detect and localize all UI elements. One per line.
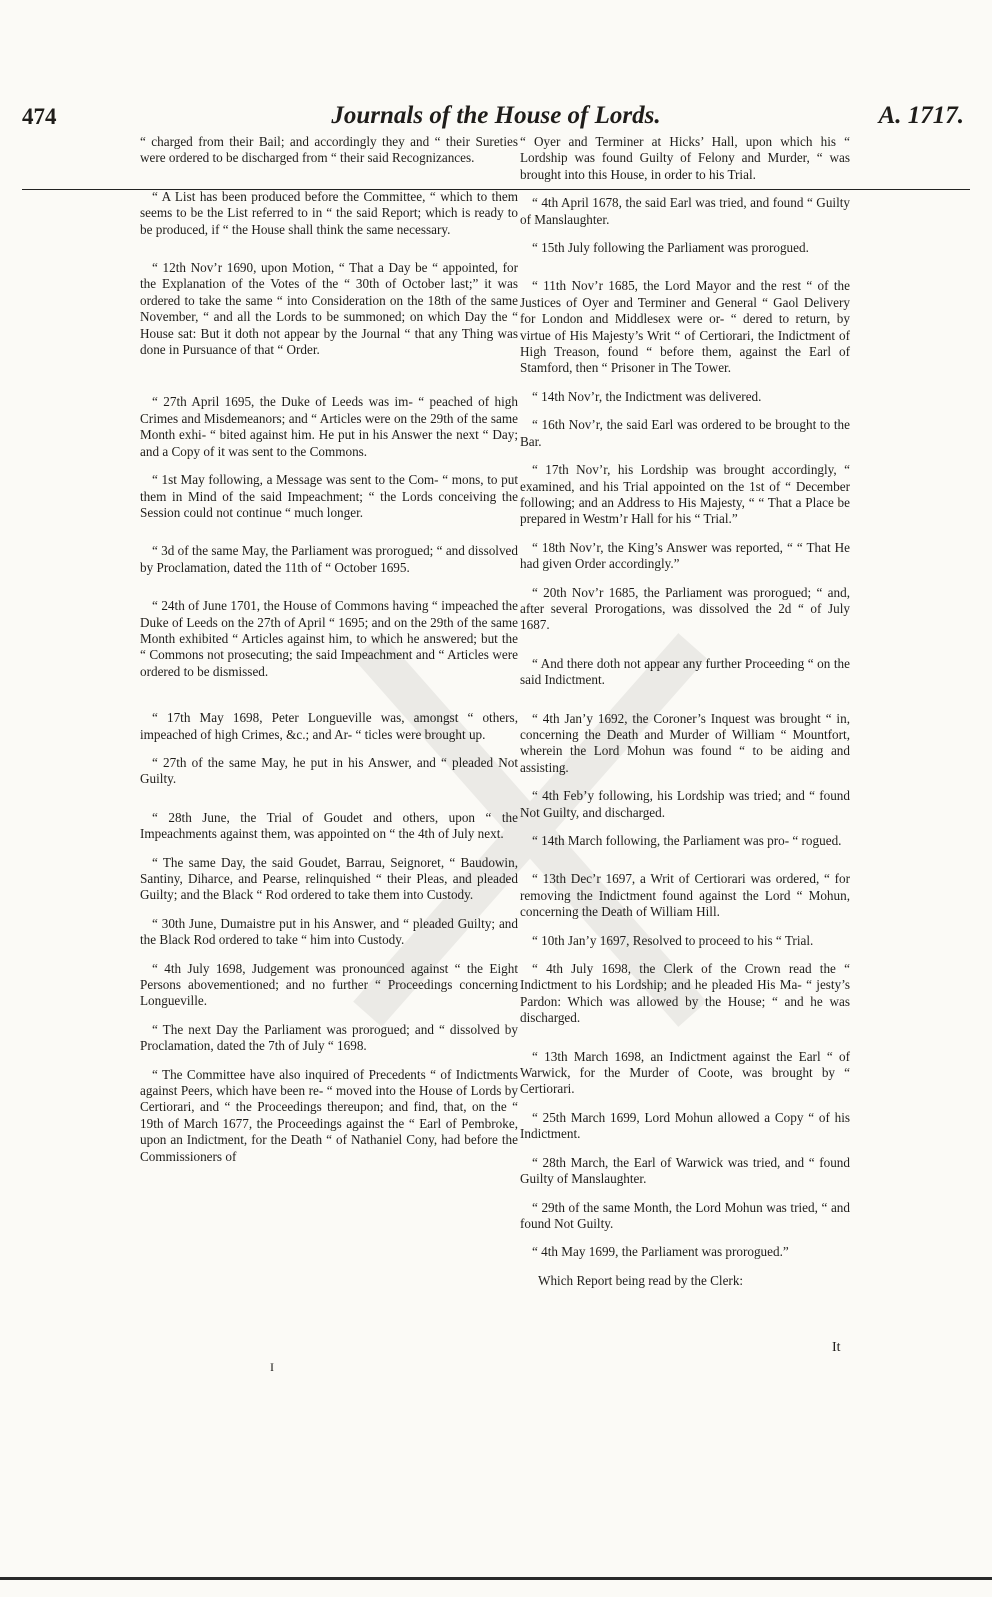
paragraph: “ 12th Nov’r 1690, upon Motion, “ That a Day be “ appointed, for the Explanation of the Votes of the “ 30th of October last;” it was ordered to take the same “ into Consideration on the 18th of the same November, “ and all the Lords to be summoned; on which Day the “ House sat: But it doth not appear by the Journal “ that any Thing was done in Pursuance of that “ Order.	[140, 260, 518, 358]
bottom-scan-edge	[0, 1577, 992, 1580]
paragraph: “ The next Day the Parliament was prorogued; and “ dissolved by Proclamation, dated the 7th of July “ 1698.	[140, 1021, 518, 1054]
paragraph: “ 17th May 1698, Peter Longueville was, amongst “ others, impeached of high Crimes, &c.; and Ar- “ ticles were brought up.	[140, 710, 518, 742]
paragraph: “ 4th May 1699, the Parliament was prorogued.”	[532, 1244, 789, 1260]
paragraph: “ 4th Jan’y 1692, the Coroner’s Inquest was brought “ in, concerning the Death and Murder of William “ Mountfort, wherein the Lord Mohun was found “ to be aiding and assisting.	[520, 710, 850, 775]
paragraph: “ 10th Jan’y 1697, Resolved to proceed to his “ Trial.	[532, 932, 814, 948]
paragraph: “ Oyer and Terminer at Hicks’ Hall, upon which his “ Lordship was found Guilty of Felony and Murder, “ was brought into this House, in order to his Trial.	[520, 134, 850, 182]
paragraph: “ 24th of June 1701, the House of Commons having “ impeached the Duke of Leeds on the 27th of April “ 1695; and on the 29th of the same Month exhibited “ Articles against him, to which he answered; but the “ Commons not prosecuting; the said Impeachment and “ Articles were ordered to be dismissed.	[140, 598, 518, 679]
paragraph: “ 29th of the same Month, the Lord Mohun was tried, “ and found Not Guilty.	[520, 1199, 850, 1231]
paragraph: “ 14th March following, the Parliament was pro- “ rogued.	[532, 833, 842, 848]
paragraph: “ 13th March 1698, an Indictment against the Earl “ of Warwick, for the Murder of Coote, was brought by “ Certiorari.	[520, 1048, 850, 1097]
paragraph: “ The Committee have also inquired of Precedents “ of Indictments against Peers, which have been re- “ moved into the House of Lords by Certiorari, and “ the Proceedings thereupon; and find, that, on the “ 19th of March 1677, the Proceedings against the “ Earl of Pembroke, upon an Indictment, for the Death “ of Nathaniel Cony, had before the Commissioners of	[140, 1066, 518, 1164]
paragraph: “ 28th March, the Earl of Warwick was tried, and “ found Guilty of Manslaughter.	[520, 1154, 850, 1187]
paragraph: “ 3d of the same May, the Parliament was prorogued; “ and dissolved by Proclamation, dated the 11th of “ October 1695.	[140, 543, 518, 575]
paragraph: “ 17th Nov’r, his Lordship was brought accordingly, “ examined, and his Trial appointed on the 1st of “ December following; and an Address to His Majesty, “ “ That a Place be prepared in Westm’r Hall for his “ Trial.”	[520, 462, 850, 527]
running-title: Journals of the House of Lords.	[331, 102, 661, 129]
paragraph: “ 13th Dec’r 1697, a Writ of Certiorari was ordered, “ for removing the Indictment found against the Lord “ Mohun, concerning the Death of William Hill.	[520, 871, 850, 920]
paragraph: “ 16th Nov’r, the said Earl was ordered to be brought to the Bar.	[520, 417, 850, 449]
paragraph: “ 11th Nov’r 1685, the Lord Mayor and the rest “ of the Justices of Oyer and Terminer and General “ Gaol Delivery for London and Middlesex were or- “ dered to return, by virtue of His Majesty’s Writ “ of Certiorari, the Indictment of High Treason, found “ before them, against the Earl of Stamford, then “ Prisoner in The Tower.	[520, 278, 850, 376]
year-heading: A. 1717.	[878, 102, 964, 129]
page-header	[0, 70, 992, 129]
paragraph: “ 1st May following, a Message was sent to the Com- “ mons, to put them in Mind of the said Impeachment; “ the Lords conceiving the Session could not continue “ much longer.	[140, 472, 518, 520]
page-number: 474	[22, 104, 57, 129]
paragraph: “ A List has been produced before the Committee, “ which to them seems to be the List referred to in “ the said Report; which is ready to be produced, if “ the House shall think the same necessary.	[140, 188, 518, 237]
paragraph: “ 4th July 1698, Judgement was pronounced against “ the Eight Persons abovementioned; and no further “ Proceedings concerning Longueville.	[140, 960, 518, 1009]
signature-mark: I	[270, 1360, 274, 1374]
paragraph: “ charged from their Bail; and accordingly they and “ their Sureties were ordered to be discharged from “ their said Recognizances.	[140, 134, 518, 166]
paragraph: “ 27th April 1695, the Duke of Leeds was im- “ peached of high Crimes and Misdemeanors; and “ Articles were on the 29th of the same Month exhi- “ bited against him. He put in his Answer the next “ Day; and a Copy of it was sent to the Commons.	[140, 394, 518, 459]
paragraph: “ 28th June, the Trial of Goudet and others, upon “ the Impeachments against them, was appointed on “ the 4th of July next.	[140, 809, 518, 842]
paragraph: “ 20th Nov’r 1685, the Parliament was prorogued; “ and, after several Prorogations, was dissolved the 2d “ of July 1687.	[520, 584, 850, 633]
catchword: It	[832, 1340, 841, 1355]
paragraph: “ 15th July following the Parliament was prorogued.	[532, 240, 809, 256]
right-column	[520, 134, 850, 1301]
paragraph: “ The same Day, the said Goudet, Barrau, Seignoret, “ Baudowin, Santiny, Diharce, and Pearse, relinquished “ their Pleas, and pleaded Guilty; and the Black “ Rod ordered to take them into Custody.	[140, 854, 518, 903]
paragraph: “ 4th April 1678, the said Earl was tried, and found “ Guilty of Manslaughter.	[520, 195, 850, 227]
left-column	[140, 134, 518, 1177]
paragraph: “ 14th Nov’r, the Indictment was delivered.	[532, 388, 762, 404]
paragraph: “ 25th March 1699, Lord Mohun allowed a Copy “ of his Indictment.	[520, 1109, 850, 1142]
paragraph: “ 4th Feb’y following, his Lordship was tried; and “ found Not Guilty, and discharged.	[520, 788, 850, 820]
paragraph: “ 4th July 1698, the Clerk of the Crown read the “ Indictment to his Lordship; and he pleaded His Ma- “ jesty’s Pardon: Which was allowed by the House; “ and he was discharged.	[520, 961, 850, 1026]
paragraph: “ 27th of the same May, he put in his Answer, and “ pleaded Not Guilty.	[140, 754, 518, 787]
paragraph: “ And there doth not appear any further Proceeding “ on the said Indictment.	[520, 655, 850, 688]
paragraph: “ 18th Nov’r, the King’s Answer was reported, “ “ That He had given Order accordingly.”	[520, 539, 850, 572]
closing-line: Which Report being read by the Clerk:	[538, 1272, 744, 1288]
paragraph: “ 30th June, Dumaistre put in his Answer, and “ pleaded Guilty; and the Black Rod ordered to take “ him into Custody.	[140, 915, 518, 948]
